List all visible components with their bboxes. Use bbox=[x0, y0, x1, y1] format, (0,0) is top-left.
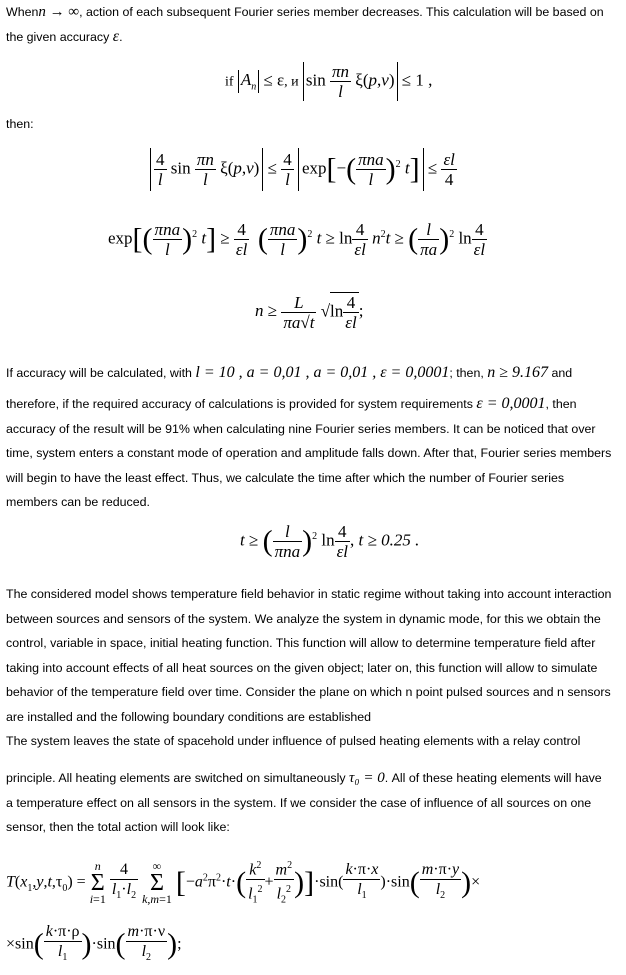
text: control, variable in space, initial heating function. This function will allow to determine temperature field after bbox=[6, 636, 596, 650]
accuracy-paragraph-2 bbox=[6, 392, 622, 515]
text: . bbox=[119, 29, 123, 44]
text: will begin to have the least effect. Thus, we calculate the time after which the number of Fourier series bbox=[6, 470, 565, 485]
equation-n-bound: n ≥ $\frac{L}{\pi a√t}$ √ln $\frac{4}{\varepsilon l}$ ; bbox=[255, 292, 364, 332]
text: between sources and sensors of the system. We analyze the system in dynamic mode, for this we obtain the bbox=[6, 611, 601, 626]
text: . All of these heating elements will have bbox=[384, 771, 602, 785]
text: therefore, if the required accuracy of calculations is provided for system requirements bbox=[6, 397, 473, 411]
text: time, system enters a constant mode of operation and amplitude falls down. After that, Fourier series members bbox=[6, 446, 612, 460]
text: members can be reduced. bbox=[6, 495, 150, 509]
eq-rhs: ≤ 1 , bbox=[401, 70, 433, 90]
inline-math: ε bbox=[112, 27, 120, 45]
accuracy-paragraph bbox=[6, 358, 622, 388]
text: a temperature effect on all sensors in the system. If we consider the case of influence of all sources on one bbox=[6, 795, 592, 810]
text: then: bbox=[6, 117, 34, 131]
text: accuracy of the result will be 91% when calculating nine Fourier series members. It can be noticed that over bbox=[6, 421, 596, 436]
eq-t-result: t ≥ 0.25 . bbox=[358, 530, 420, 550]
inline-math: ε = 0,0001 bbox=[476, 395, 546, 412]
text: and bbox=[551, 366, 573, 380]
equation-total-action: $T(x_1,y,t,\tau_0) = n$ Σ i=1 $\frac{4}{l_1\cdot l_2}$ ∞ Σ k,m=1 [$-a^2\pi^2\cdot t\cdot$( $\frac{k^2}{l_1^2}$ + $\frac{m^2}{l_2^2}$ )]·sin( $\frac{k\cdot\pi\cdot x}{l_1}$ )·sin( $\frac{m\cdot\pi\cdot y}{l_2}$ )× bbox=[6, 856, 480, 910]
equation-exp-bounds: exp[( $\frac{\text{πna}}{l}$ )$^2$ t] ≥ $\frac{4}{\varepsilon l}$ ( $\frac{\text{πna}}{l}$ )$^2$ t ≥ ln $\frac{4}{\varepsilon l}$ $n^2t$ ≥ ( $\frac{l}{\pi a}$ )$^2$ ln $\frac{4}{\varepsilon l}$ bbox=[108, 220, 486, 259]
eq-if: if bbox=[225, 74, 234, 90]
text: , action of each subsequent Fourier series member decreases. This calculation will be based on bbox=[79, 5, 604, 19]
text: The considered model shows temperature field behavior in static regime without taking into account interaction bbox=[6, 587, 612, 601]
equation-total-action-cont: ×sin( $\frac{k\cdot\pi\cdot\rho}{l_1}$ )·sin( $\frac{m\cdot\pi\cdot\nu}{l_2}$ ); bbox=[6, 923, 182, 964]
inline-math: l = 10 , a = 0,01 , a = 0,01 , ε = 0,0001 bbox=[195, 364, 450, 381]
equation-condition: if $A_n \le \varepsilon$, и sin $\frac{\pi n}{l}$ ξ(p,v) ≤ 1 , bbox=[225, 62, 433, 101]
text: the given accuracy bbox=[6, 29, 110, 44]
then-label bbox=[6, 112, 622, 137]
intro-paragraph bbox=[6, 0, 622, 49]
principle-paragraph bbox=[6, 766, 622, 840]
inline-math: τ₀ = 0 bbox=[349, 770, 385, 786]
equation-inequality: $\frac{4}{l}$ sin $\frac{\pi n}{l}$ ξ(p,v) ≤ $\frac{4}{l}$ exp[−( $\frac{\text{πna}}{l}$ )$^2$ t] ≤ $\frac{\varepsilon l}{4}$ bbox=[150, 148, 457, 191]
text: When bbox=[6, 5, 39, 19]
inline-math: n ≥ 9.167 bbox=[487, 364, 549, 381]
text: behavior of the temperature field over time. Consider the plane on which n point pulsed sources and n sensors bbox=[6, 685, 611, 699]
text: taking into account effects of all heat sources on the given object; later on, this function will allow to simulate bbox=[6, 660, 598, 675]
text: are installed and the following boundary conditions are established bbox=[6, 709, 372, 724]
equation-time: t ≥ ( $\frac{l}{\text{πna}}$ )$^2$ ln $\frac{4}{\varepsilon l}$ , t ≥ 0.25 . bbox=[240, 522, 420, 561]
model-paragraph bbox=[6, 582, 622, 754]
text: ; then, bbox=[449, 366, 484, 380]
text: principle. All heating elements are switched on simultaneously bbox=[6, 771, 346, 785]
eq-and: , и bbox=[284, 74, 299, 90]
text: If accuracy will be calculated, with bbox=[6, 366, 192, 380]
text: The system leaves the state of spacehold under influence of pulsed heating elements with a relay control bbox=[6, 734, 581, 748]
inline-math: n → ∞ bbox=[38, 4, 80, 20]
text: sensor, then the total action will look like: bbox=[6, 820, 230, 834]
text: , then bbox=[545, 397, 577, 411]
